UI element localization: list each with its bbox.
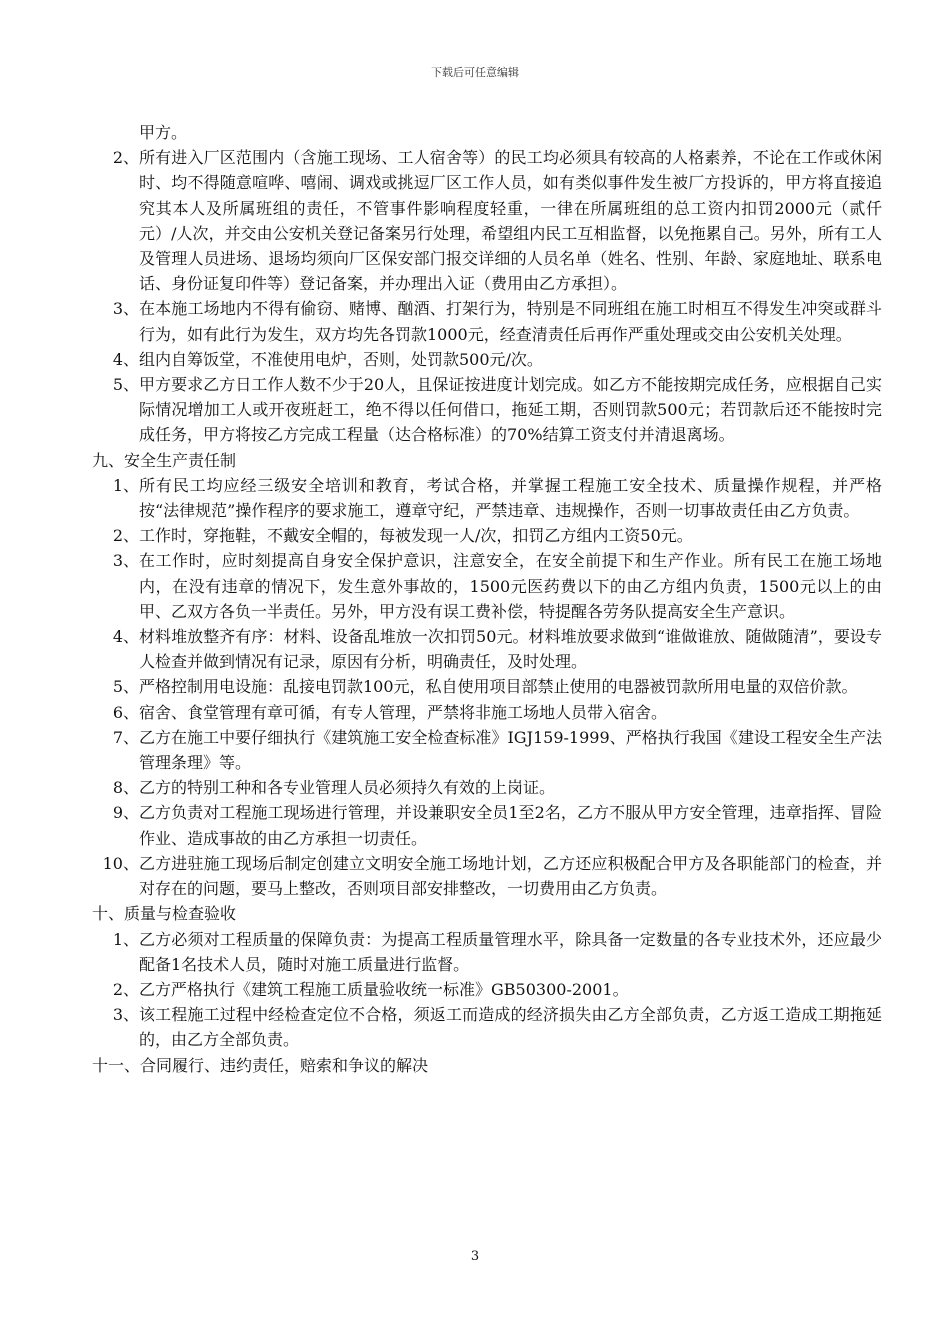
clause-item bbox=[92, 1002, 882, 1052]
page-header-note: 下载后可任意编辑 bbox=[431, 66, 519, 79]
clause-text: 材料堆放整齐有序：材料、设备乱堆放一次扣罚50元。材料堆放要求做到“谁做谁放、随做随清”，要设专人检查并做到情况有记录，原因有分析，明确责任，及时处理。 bbox=[139, 627, 882, 672]
clause-number: 9、 bbox=[112, 803, 139, 823]
section-heading: 十、质量与检查验收 bbox=[92, 904, 237, 924]
clause-number: 2、 bbox=[112, 526, 139, 546]
clause-item bbox=[92, 548, 882, 624]
paragraph-continuation: 甲方。 bbox=[139, 123, 188, 142]
clause-number: 7、 bbox=[112, 727, 139, 747]
clause-text: 乙方进驻施工现场后制定创建立文明安全施工场地计划，乙方还应积极配合甲方及各职能部门的检查，并对存在的问题，要马上整改，否则项目部安排整改，一切费用由乙方负责。 bbox=[139, 853, 882, 899]
clause-text: 组内自筹饭堂，不准使用电炉，否则，处罚款500元/次。 bbox=[139, 349, 543, 369]
clause-item bbox=[92, 800, 882, 850]
clause-number: 3、 bbox=[112, 551, 139, 571]
section-heading: 九、安全生产责任制 bbox=[92, 450, 237, 470]
clause-number: 2、 bbox=[112, 148, 139, 168]
clause-item bbox=[92, 725, 882, 775]
clause-text: 在工作时，应时刻提高自身安全保护意识，注意安全，在安全前提下和生产作业。所有民工在施工场地内，在没有违章的情况下，发生意外事故的，1500元医药费以下的由乙方组内负责，1500元以上的由甲、乙双方各负一半责任。另外，甲方没有误工费补偿，特提醒各劳务队提高安全生产意识。 bbox=[139, 551, 882, 621]
clause-item bbox=[92, 775, 882, 800]
clause-item bbox=[92, 977, 882, 1002]
clause-item bbox=[92, 296, 882, 346]
clause-text: 宿舍、食堂管理有章可循，有专人管理，严禁将非施工场地人员带入宿舍。 bbox=[139, 702, 668, 722]
document-body bbox=[92, 120, 882, 1078]
clause-item bbox=[92, 372, 882, 448]
clause-item bbox=[92, 700, 882, 725]
clause-text: 甲方要求乙方日工作人数不少于20人，且保证按进度计划完成。如乙方不能按期完成任务，应根据自己实际情况增加工人或开夜班赶工，绝不得以任何借口，拖延工期，否则罚款500元；若罚款后还不能按时完成任务，甲方将按乙方完成工程量（达合格标准）的70%结算工资支付并清退离场。 bbox=[139, 375, 882, 445]
clause-number: 4、 bbox=[112, 349, 139, 369]
clause-number: 6、 bbox=[112, 702, 139, 722]
clause-item bbox=[92, 145, 882, 296]
clause-number: 1、 bbox=[112, 929, 139, 949]
clause-number: 10、 bbox=[102, 853, 139, 873]
clause-text: 该工程施工过程中经检查定位不合格，须返工而造成的经济损失由乙方全部负责，乙方返工造成工期拖延的，由乙方全部负责。 bbox=[139, 1005, 882, 1050]
clause-number: 5、 bbox=[112, 677, 139, 697]
clause-item bbox=[92, 851, 882, 901]
clause-text: 所有进入厂区范围内（含施工现场、工人宿舍等）的民工均必须具有较高的人格素养，不论在工作或休闲时、均不得随意喧哗、嘻闹、调戏或挑逗厂区工作人员，如有类似事件发生被厂方投诉的，甲方将直接追究其本人及所属班组的责任，不管事件影响程度轻重，一律在所属班组的总工资内扣罚2000元（贰仟元）/人次，并交由公安机关登记备案另行处理，希望组内民工互相监督，以免拖累自己。另外，所有工人及管理人员进场、退场均须向厂区保安部门报交详细的人员名单（姓名、性别、年龄、家庭地址、联系电话、身份证复印件等）登记备案，并办理出入证（费用由乙方承担）。 bbox=[139, 148, 882, 294]
clause-number: 3、 bbox=[112, 299, 139, 319]
clause-item bbox=[92, 347, 882, 372]
clause-number: 4、 bbox=[112, 627, 139, 647]
clause-text: 所有民工均应经三级安全培训和教育，考试合格，并掌握工程施工安全技术、质量操作规程，并严格按“法律规范”操作程序的要求施工，遵章守纪，严禁违章、违规操作，否则一切事故责任由乙方负责。 bbox=[139, 475, 882, 521]
clause-text: 工作时，穿拖鞋，不戴安全帽的，每被发现一人/次，扣罚乙方组内工资50元。 bbox=[139, 526, 693, 546]
clause-text: 乙方负责对工程施工现场进行管理，并设兼职安全员1至2名，乙方不服从甲方安全管理，违章指挥、冒险作业、造成事故的由乙方承担一切责任。 bbox=[139, 803, 882, 848]
clause-item bbox=[92, 523, 882, 548]
clause-text: 乙方严格执行《建筑工程施工质量验收统一标准》GB50300-2001。 bbox=[139, 979, 629, 999]
clause-text: 严格控制用电设施：乱接电罚款100元，私自使用项目部禁止使用的电器被罚款所用电量的双倍价款。 bbox=[139, 677, 858, 697]
clause-item bbox=[92, 674, 882, 699]
clause-number: 5、 bbox=[112, 375, 139, 395]
clause-item bbox=[92, 927, 882, 977]
section-heading: 十一、合同履行、违约责任，赔索和争议的解决 bbox=[92, 1055, 429, 1075]
clause-text: 乙方必须对工程质量的保障负责：为提高工程质量管理水平，除具备一定数量的各专业技术外，还应最少配备1名技术人员，随时对施工质量进行监督。 bbox=[139, 929, 882, 974]
clause-item bbox=[92, 473, 882, 523]
clause-number: 2、 bbox=[112, 979, 139, 999]
clause-number: 3、 bbox=[112, 1005, 139, 1025]
clause-item bbox=[92, 624, 882, 674]
clause-text: 乙方的特别工种和各专业管理人员必须持久有效的上岗证。 bbox=[139, 778, 556, 798]
clause-text: 乙方在施工中要仔细执行《建筑施工安全检查标准》IGJ159-1999、严格执行我国《建设工程安全生产法管理条理》等。 bbox=[139, 727, 882, 773]
page-number: 3 bbox=[470, 1249, 480, 1264]
clause-number: 8、 bbox=[112, 778, 139, 798]
clause-number: 1、 bbox=[112, 475, 139, 495]
clause-text: 在本施工场地内不得有偷窃、赌博、酗酒、打架行为，特别是不同班组在施工时相互不得发生冲突或群斗行为，如有此行为发生，双方均先各罚款1000元，经查清责任后再作严重处理或交由公安机关处理。 bbox=[139, 299, 882, 344]
